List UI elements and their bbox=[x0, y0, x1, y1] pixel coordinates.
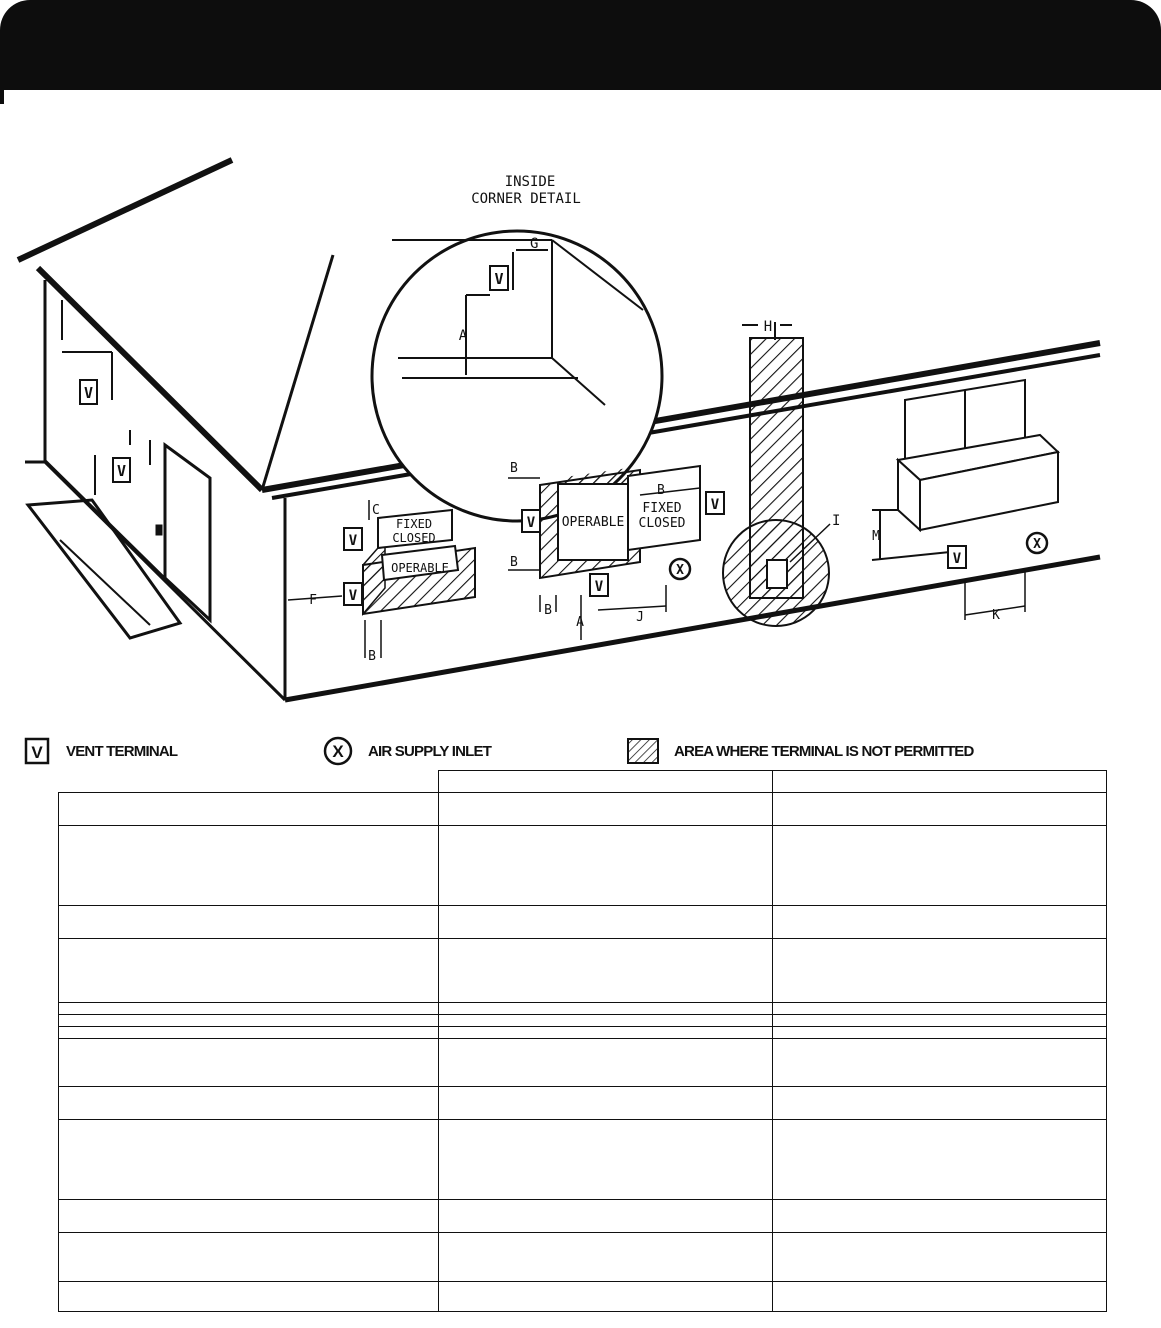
svg-text:C: C bbox=[372, 503, 380, 518]
table-header-cell bbox=[439, 771, 773, 793]
svg-text:J: J bbox=[636, 610, 644, 625]
svg-text:FIXED: FIXED bbox=[642, 501, 682, 516]
dim-m-label: M bbox=[872, 529, 880, 544]
svg-text:G: G bbox=[530, 236, 539, 252]
hatched-area-icon bbox=[626, 737, 660, 765]
table-row bbox=[59, 939, 1107, 1003]
left-wall-vent-1 bbox=[80, 380, 97, 404]
bay-window-air-inlet bbox=[1027, 533, 1047, 553]
table-row bbox=[59, 1233, 1107, 1282]
svg-text:CLOSED: CLOSED bbox=[392, 531, 436, 545]
svg-text:V: V bbox=[31, 743, 43, 762]
svg-text:V: V bbox=[348, 588, 358, 604]
svg-text:OPERABLE: OPERABLE bbox=[391, 561, 449, 575]
svg-text:B: B bbox=[368, 649, 376, 664]
table-row bbox=[59, 1039, 1107, 1087]
svg-text:V: V bbox=[83, 384, 94, 402]
chimney bbox=[723, 319, 840, 626]
legend-air-supply-inlet-label: AIR SUPPLY INLET bbox=[368, 742, 492, 760]
legend-not-permitted-label: AREA WHERE TERMINAL IS NOT PERMITTED bbox=[674, 742, 974, 760]
center-air-inlet bbox=[670, 559, 690, 579]
bay-window-vent bbox=[948, 546, 966, 568]
left-window-vent-upper bbox=[344, 528, 362, 550]
table-row bbox=[59, 1003, 1107, 1015]
table-row bbox=[59, 1282, 1107, 1312]
svg-text:B: B bbox=[544, 603, 552, 618]
left-wall bbox=[25, 280, 285, 700]
svg-text:F: F bbox=[309, 593, 317, 608]
table-row bbox=[59, 793, 1107, 826]
legend bbox=[0, 728, 1161, 774]
svg-text:V: V bbox=[348, 533, 358, 549]
header-bar bbox=[0, 0, 1161, 90]
dim-k-label: K bbox=[992, 608, 1000, 623]
legend-air-supply-inlet bbox=[322, 728, 491, 774]
svg-text:V: V bbox=[526, 515, 536, 531]
legend-not-permitted bbox=[626, 728, 974, 774]
svg-text:V: V bbox=[494, 270, 504, 288]
svg-text:V: V bbox=[952, 551, 962, 567]
table-row bbox=[59, 1015, 1107, 1027]
svg-text:CLOSED: CLOSED bbox=[638, 516, 686, 531]
legend-vent-terminal-label: VENT TERMINAL bbox=[66, 742, 178, 760]
svg-text:V: V bbox=[710, 497, 720, 513]
svg-text:X: X bbox=[1033, 537, 1041, 552]
table-header-cell bbox=[773, 771, 1107, 793]
table-row bbox=[59, 906, 1107, 939]
center-window-vent-bottom bbox=[590, 574, 608, 596]
svg-text:CORNER DETAIL: CORNER DETAIL bbox=[471, 191, 581, 207]
svg-text:A: A bbox=[576, 615, 584, 630]
svg-text:H: H bbox=[763, 319, 773, 335]
table-header-cell bbox=[59, 771, 439, 793]
table-row bbox=[59, 1027, 1107, 1039]
vent-terminal-icon bbox=[22, 736, 52, 766]
svg-text:B: B bbox=[510, 555, 518, 570]
left-wall-vent-2 bbox=[113, 458, 130, 482]
svg-text:A: A bbox=[458, 328, 468, 344]
svg-text:V: V bbox=[594, 579, 604, 595]
bay-window bbox=[872, 380, 1058, 560]
vent-clearance-diagram bbox=[0, 100, 1161, 720]
legend-vent-terminal bbox=[22, 728, 177, 774]
clearance-table bbox=[58, 770, 1107, 1312]
svg-text:I: I bbox=[832, 513, 841, 529]
center-window-vent-left bbox=[522, 510, 540, 532]
center-window-vent-right bbox=[706, 492, 724, 514]
table-row bbox=[59, 1087, 1107, 1120]
svg-text:X: X bbox=[332, 742, 344, 761]
table-row bbox=[59, 1120, 1107, 1200]
table-row bbox=[59, 1200, 1107, 1233]
svg-text:B: B bbox=[510, 461, 518, 476]
left-window-vent-lower bbox=[344, 583, 362, 605]
svg-text:OPERABLE: OPERABLE bbox=[561, 515, 625, 530]
left-wall-markings bbox=[62, 300, 150, 495]
svg-text:INSIDE: INSIDE bbox=[504, 174, 556, 190]
air-supply-inlet-icon bbox=[322, 735, 354, 767]
table-header-row bbox=[59, 771, 1107, 793]
table-row bbox=[59, 826, 1107, 906]
svg-text:FIXED: FIXED bbox=[395, 517, 433, 531]
left-window bbox=[288, 500, 475, 664]
svg-text:V: V bbox=[116, 462, 127, 480]
svg-text:B: B bbox=[657, 483, 665, 498]
svg-text:X: X bbox=[676, 563, 684, 578]
